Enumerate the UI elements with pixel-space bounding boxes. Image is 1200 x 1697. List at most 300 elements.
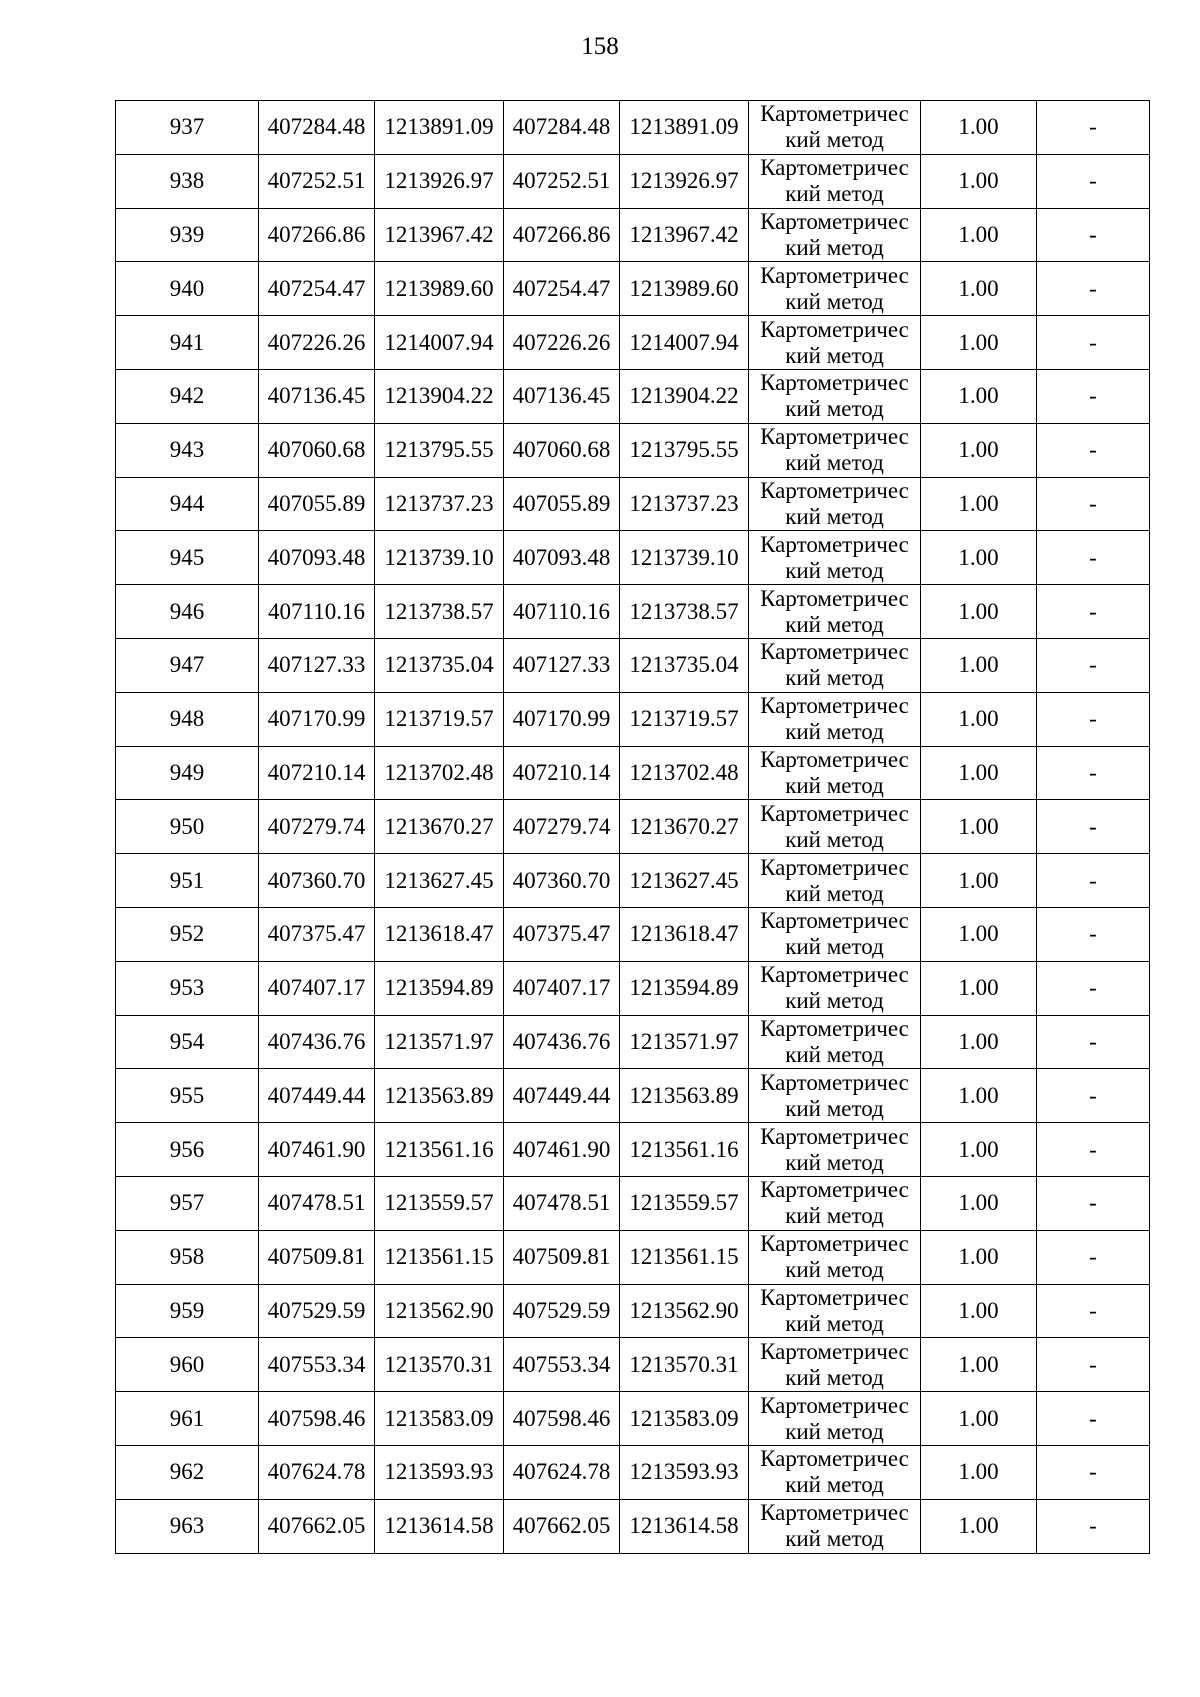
method-text-line: Картометричес [760, 639, 909, 665]
method-cell [749, 1069, 921, 1123]
y-coordinate-cell: 1213891.09 [375, 101, 504, 155]
method-cell [749, 154, 921, 208]
description-cell: - [1037, 746, 1150, 800]
method-text-line: кий метод [785, 1472, 884, 1498]
x-coordinate-cell: 407461.90 [259, 1123, 375, 1177]
x-coordinate-cell: 407266.86 [259, 208, 375, 262]
x-coordinate-cell: 407529.59 [504, 1284, 620, 1338]
method-text-line: кий метод [785, 1203, 884, 1229]
method-text-line: Картометричес [760, 854, 909, 880]
method-cell [749, 369, 921, 423]
method-text-line: кий метод [785, 1041, 884, 1067]
description-cell: - [1037, 101, 1150, 155]
method-text-line: кий метод [785, 127, 884, 153]
description-cell: - [1037, 208, 1150, 262]
description-cell: - [1037, 1284, 1150, 1338]
x-coordinate-cell: 407254.47 [259, 262, 375, 316]
description-cell: - [1037, 638, 1150, 692]
method-text-line: Картометричес [760, 1069, 909, 1095]
point-number-cell: 943 [116, 423, 259, 477]
y-coordinate-cell: 1213737.23 [620, 477, 749, 531]
y-coordinate-cell: 1213571.97 [620, 1015, 749, 1069]
method-cell [749, 262, 921, 316]
description-cell: - [1037, 1123, 1150, 1177]
table-row [116, 1015, 1150, 1069]
method-text-line: кий метод [785, 826, 884, 852]
method-cell [749, 1284, 921, 1338]
description-cell: - [1037, 477, 1150, 531]
method-text-line: Картометричес [760, 693, 909, 719]
x-coordinate-cell: 407436.76 [259, 1015, 375, 1069]
x-coordinate-cell: 407509.81 [504, 1230, 620, 1284]
accuracy-cell: 1.00 [921, 208, 1037, 262]
point-number-cell: 955 [116, 1069, 259, 1123]
table-row [116, 961, 1150, 1015]
point-number-cell: 951 [116, 854, 259, 908]
method-text-line: кий метод [785, 934, 884, 960]
x-coordinate-cell: 407407.17 [259, 961, 375, 1015]
method-text-line: кий метод [785, 1364, 884, 1390]
x-coordinate-cell: 407284.48 [259, 101, 375, 155]
accuracy-cell: 1.00 [921, 746, 1037, 800]
x-coordinate-cell: 407110.16 [504, 585, 620, 639]
method-cell [749, 1230, 921, 1284]
method-text-line: кий метод [785, 1149, 884, 1175]
table-row [116, 1499, 1150, 1553]
method-text-line: кий метод [785, 396, 884, 422]
method-text-line: Картометричес [760, 1015, 909, 1041]
method-text-line: Картометричес [760, 1446, 909, 1472]
y-coordinate-cell: 1213571.97 [375, 1015, 504, 1069]
x-coordinate-cell: 407060.68 [259, 423, 375, 477]
point-number-cell: 957 [116, 1176, 259, 1230]
method-text-line: Картометричес [760, 1338, 909, 1364]
x-coordinate-cell: 407375.47 [259, 907, 375, 961]
method-text-line: кий метод [785, 288, 884, 314]
method-text-line: кий метод [785, 988, 884, 1014]
x-coordinate-cell: 407093.48 [504, 531, 620, 585]
y-coordinate-cell: 1213594.89 [620, 961, 749, 1015]
y-coordinate-cell: 1213583.09 [375, 1392, 504, 1446]
x-coordinate-cell: 407407.17 [504, 961, 620, 1015]
y-coordinate-cell: 1213561.16 [620, 1123, 749, 1177]
description-cell: - [1037, 262, 1150, 316]
y-coordinate-cell: 1213719.57 [375, 692, 504, 746]
x-coordinate-cell: 407598.46 [259, 1392, 375, 1446]
method-text-line: кий метод [785, 665, 884, 691]
x-coordinate-cell: 407210.14 [259, 746, 375, 800]
point-number-cell: 938 [116, 154, 259, 208]
method-text-line: Картометричес [760, 746, 909, 772]
x-coordinate-cell: 407449.44 [504, 1069, 620, 1123]
method-text-line: Картометричес [760, 908, 909, 934]
method-text-line: Картометричес [760, 477, 909, 503]
method-text-line: кий метод [785, 1257, 884, 1283]
accuracy-cell: 1.00 [921, 477, 1037, 531]
point-number-cell: 950 [116, 800, 259, 854]
y-coordinate-cell: 1213989.60 [375, 262, 504, 316]
y-coordinate-cell: 1213795.55 [375, 423, 504, 477]
description-cell: - [1037, 1499, 1150, 1553]
y-coordinate-cell: 1213627.45 [375, 854, 504, 908]
y-coordinate-cell: 1213618.47 [375, 907, 504, 961]
method-text-line: кий метод [785, 1418, 884, 1444]
x-coordinate-cell: 407461.90 [504, 1123, 620, 1177]
point-number-cell: 944 [116, 477, 259, 531]
method-text-line: Картометричес [760, 101, 909, 127]
y-coordinate-cell: 1213562.90 [620, 1284, 749, 1338]
y-coordinate-cell: 1213738.57 [375, 585, 504, 639]
y-coordinate-cell: 1213561.16 [375, 1123, 504, 1177]
accuracy-cell: 1.00 [921, 1176, 1037, 1230]
method-text-line: кий метод [785, 342, 884, 368]
description-cell: - [1037, 316, 1150, 370]
method-cell [749, 907, 921, 961]
method-cell [749, 423, 921, 477]
y-coordinate-cell: 1213739.10 [375, 531, 504, 585]
method-text-line: Картометричес [760, 1284, 909, 1310]
y-coordinate-cell: 1213719.57 [620, 692, 749, 746]
table-row [116, 638, 1150, 692]
page-number: 158 [581, 33, 619, 60]
point-number-cell: 958 [116, 1230, 259, 1284]
table-row [116, 692, 1150, 746]
method-text-line: Картометричес [760, 1500, 909, 1526]
accuracy-cell: 1.00 [921, 692, 1037, 746]
table-row [116, 746, 1150, 800]
table-row [116, 1230, 1150, 1284]
x-coordinate-cell: 407060.68 [504, 423, 620, 477]
table-row [116, 1176, 1150, 1230]
y-coordinate-cell: 1213559.57 [375, 1176, 504, 1230]
point-number-cell: 949 [116, 746, 259, 800]
accuracy-cell: 1.00 [921, 1284, 1037, 1338]
point-number-cell: 942 [116, 369, 259, 423]
y-coordinate-cell: 1213795.55 [620, 423, 749, 477]
method-cell [749, 101, 921, 155]
method-cell [749, 800, 921, 854]
point-number-cell: 947 [116, 638, 259, 692]
table-row [116, 907, 1150, 961]
table-row [116, 585, 1150, 639]
table-row [116, 531, 1150, 585]
y-coordinate-cell: 1213561.15 [620, 1230, 749, 1284]
x-coordinate-cell: 407478.51 [259, 1176, 375, 1230]
method-text-line: Картометричес [760, 262, 909, 288]
method-text-line: Картометричес [760, 1231, 909, 1257]
y-coordinate-cell: 1214007.94 [375, 316, 504, 370]
x-coordinate-cell: 407279.74 [259, 800, 375, 854]
x-coordinate-cell: 407375.47 [504, 907, 620, 961]
y-coordinate-cell: 1213618.47 [620, 907, 749, 961]
method-text-line: Картометричес [760, 962, 909, 988]
method-text-line: Картометричес [760, 155, 909, 181]
x-coordinate-cell: 407529.59 [259, 1284, 375, 1338]
accuracy-cell: 1.00 [921, 1230, 1037, 1284]
description-cell: - [1037, 585, 1150, 639]
x-coordinate-cell: 407055.89 [504, 477, 620, 531]
table-row [116, 369, 1150, 423]
description-cell: - [1037, 1230, 1150, 1284]
x-coordinate-cell: 407252.51 [504, 154, 620, 208]
method-text-line: кий метод [785, 557, 884, 583]
method-cell [749, 746, 921, 800]
x-coordinate-cell: 407170.99 [259, 692, 375, 746]
method-text-line: кий метод [785, 234, 884, 260]
y-coordinate-cell: 1213561.15 [375, 1230, 504, 1284]
method-text-line: Картометричес [760, 1123, 909, 1149]
description-cell: - [1037, 1392, 1150, 1446]
accuracy-cell: 1.00 [921, 638, 1037, 692]
method-text-line: кий метод [785, 1526, 884, 1552]
accuracy-cell: 1.00 [921, 1123, 1037, 1177]
y-coordinate-cell: 1213738.57 [620, 585, 749, 639]
y-coordinate-cell: 1213562.90 [375, 1284, 504, 1338]
y-coordinate-cell: 1213989.60 [620, 262, 749, 316]
point-number-cell: 962 [116, 1445, 259, 1499]
coordinates-table-body [116, 101, 1150, 1554]
y-coordinate-cell: 1213570.31 [375, 1338, 504, 1392]
method-text-line: Картометричес [760, 208, 909, 234]
y-coordinate-cell: 1213563.89 [375, 1069, 504, 1123]
point-number-cell: 954 [116, 1015, 259, 1069]
x-coordinate-cell: 407436.76 [504, 1015, 620, 1069]
x-coordinate-cell: 407266.86 [504, 208, 620, 262]
point-number-cell: 940 [116, 262, 259, 316]
accuracy-cell: 1.00 [921, 154, 1037, 208]
method-cell [749, 585, 921, 639]
point-number-cell: 945 [116, 531, 259, 585]
x-coordinate-cell: 407210.14 [504, 746, 620, 800]
accuracy-cell: 1.00 [921, 1338, 1037, 1392]
method-cell [749, 692, 921, 746]
description-cell: - [1037, 692, 1150, 746]
y-coordinate-cell: 1213904.22 [375, 369, 504, 423]
accuracy-cell: 1.00 [921, 101, 1037, 155]
table-row [116, 316, 1150, 370]
table-row [116, 800, 1150, 854]
table-row [116, 1123, 1150, 1177]
description-cell: - [1037, 800, 1150, 854]
method-cell [749, 1176, 921, 1230]
method-cell [749, 1392, 921, 1446]
point-number-cell: 953 [116, 961, 259, 1015]
point-number-cell: 948 [116, 692, 259, 746]
point-number-cell: 939 [116, 208, 259, 262]
x-coordinate-cell: 407127.33 [259, 638, 375, 692]
table-row [116, 423, 1150, 477]
table-row [116, 208, 1150, 262]
y-coordinate-cell: 1213926.97 [375, 154, 504, 208]
description-cell: - [1037, 907, 1150, 961]
accuracy-cell: 1.00 [921, 1392, 1037, 1446]
description-cell: - [1037, 854, 1150, 908]
table-row [116, 101, 1150, 155]
description-cell: - [1037, 531, 1150, 585]
y-coordinate-cell: 1213593.93 [620, 1445, 749, 1499]
y-coordinate-cell: 1213627.45 [620, 854, 749, 908]
x-coordinate-cell: 407598.46 [504, 1392, 620, 1446]
accuracy-cell: 1.00 [921, 854, 1037, 908]
description-cell: - [1037, 423, 1150, 477]
point-number-cell: 946 [116, 585, 259, 639]
method-cell [749, 638, 921, 692]
accuracy-cell: 1.00 [921, 1499, 1037, 1553]
method-text-line: Картометричес [760, 531, 909, 557]
x-coordinate-cell: 407624.78 [259, 1445, 375, 1499]
point-number-cell: 963 [116, 1499, 259, 1553]
x-coordinate-cell: 407360.70 [504, 854, 620, 908]
x-coordinate-cell: 407509.81 [259, 1230, 375, 1284]
table-row [116, 1392, 1150, 1446]
table-row [116, 1338, 1150, 1392]
method-text-line: кий метод [785, 772, 884, 798]
x-coordinate-cell: 407136.45 [504, 369, 620, 423]
point-number-cell: 937 [116, 101, 259, 155]
accuracy-cell: 1.00 [921, 1445, 1037, 1499]
table-row [116, 154, 1150, 208]
y-coordinate-cell: 1213739.10 [620, 531, 749, 585]
method-cell [749, 854, 921, 908]
y-coordinate-cell: 1213702.48 [375, 746, 504, 800]
method-cell [749, 477, 921, 531]
table-row [116, 1069, 1150, 1123]
accuracy-cell: 1.00 [921, 262, 1037, 316]
method-text-line: Картометричес [760, 1392, 909, 1418]
x-coordinate-cell: 407170.99 [504, 692, 620, 746]
x-coordinate-cell: 407127.33 [504, 638, 620, 692]
y-coordinate-cell: 1213593.93 [375, 1445, 504, 1499]
y-coordinate-cell: 1213735.04 [375, 638, 504, 692]
method-text-line: Картометричес [760, 370, 909, 396]
description-cell: - [1037, 1338, 1150, 1392]
method-text-line: Картометричес [760, 1177, 909, 1203]
method-cell [749, 1499, 921, 1553]
x-coordinate-cell: 407553.34 [504, 1338, 620, 1392]
x-coordinate-cell: 407136.45 [259, 369, 375, 423]
y-coordinate-cell: 1213737.23 [375, 477, 504, 531]
y-coordinate-cell: 1213735.04 [620, 638, 749, 692]
accuracy-cell: 1.00 [921, 907, 1037, 961]
description-cell: - [1037, 961, 1150, 1015]
method-text-line: Картометричес [760, 316, 909, 342]
y-coordinate-cell: 1213559.57 [620, 1176, 749, 1230]
method-text-line: кий метод [785, 181, 884, 207]
point-number-cell: 941 [116, 316, 259, 370]
description-cell: - [1037, 1015, 1150, 1069]
method-cell [749, 531, 921, 585]
x-coordinate-cell: 407055.89 [259, 477, 375, 531]
y-coordinate-cell: 1213670.27 [620, 800, 749, 854]
point-number-cell: 952 [116, 907, 259, 961]
x-coordinate-cell: 407662.05 [504, 1499, 620, 1553]
y-coordinate-cell: 1213614.58 [620, 1499, 749, 1553]
y-coordinate-cell: 1214007.94 [620, 316, 749, 370]
x-coordinate-cell: 407254.47 [504, 262, 620, 316]
x-coordinate-cell: 407284.48 [504, 101, 620, 155]
table-row [116, 262, 1150, 316]
y-coordinate-cell: 1213926.97 [620, 154, 749, 208]
x-coordinate-cell: 407110.16 [259, 585, 375, 639]
accuracy-cell: 1.00 [921, 961, 1037, 1015]
method-cell [749, 961, 921, 1015]
method-cell [749, 208, 921, 262]
description-cell: - [1037, 1445, 1150, 1499]
description-cell: - [1037, 1069, 1150, 1123]
y-coordinate-cell: 1213563.89 [620, 1069, 749, 1123]
y-coordinate-cell: 1213967.42 [620, 208, 749, 262]
accuracy-cell: 1.00 [921, 531, 1037, 585]
point-number-cell: 956 [116, 1123, 259, 1177]
accuracy-cell: 1.00 [921, 423, 1037, 477]
accuracy-cell: 1.00 [921, 316, 1037, 370]
accuracy-cell: 1.00 [921, 1069, 1037, 1123]
method-text-line: Картометричес [760, 424, 909, 450]
description-cell: - [1037, 1176, 1150, 1230]
y-coordinate-cell: 1213594.89 [375, 961, 504, 1015]
x-coordinate-cell: 407478.51 [504, 1176, 620, 1230]
method-text-line: Картометричес [760, 585, 909, 611]
x-coordinate-cell: 407252.51 [259, 154, 375, 208]
method-text-line: кий метод [785, 503, 884, 529]
method-text-line: кий метод [785, 880, 884, 906]
y-coordinate-cell: 1213967.42 [375, 208, 504, 262]
x-coordinate-cell: 407226.26 [259, 316, 375, 370]
method-text-line: кий метод [785, 1095, 884, 1121]
method-cell [749, 1338, 921, 1392]
y-coordinate-cell: 1213614.58 [375, 1499, 504, 1553]
x-coordinate-cell: 407093.48 [259, 531, 375, 585]
accuracy-cell: 1.00 [921, 369, 1037, 423]
method-text-line: кий метод [785, 611, 884, 637]
description-cell: - [1037, 154, 1150, 208]
y-coordinate-cell: 1213583.09 [620, 1392, 749, 1446]
accuracy-cell: 1.00 [921, 1015, 1037, 1069]
method-text-line: Картометричес [760, 800, 909, 826]
x-coordinate-cell: 407553.34 [259, 1338, 375, 1392]
method-cell [749, 1445, 921, 1499]
x-coordinate-cell: 407449.44 [259, 1069, 375, 1123]
table-row [116, 854, 1150, 908]
point-number-cell: 960 [116, 1338, 259, 1392]
x-coordinate-cell: 407360.70 [259, 854, 375, 908]
table-row [116, 1284, 1150, 1338]
x-coordinate-cell: 407662.05 [259, 1499, 375, 1553]
point-number-cell: 959 [116, 1284, 259, 1338]
method-text-line: кий метод [785, 1310, 884, 1336]
y-coordinate-cell: 1213670.27 [375, 800, 504, 854]
method-text-line: кий метод [785, 719, 884, 745]
y-coordinate-cell: 1213702.48 [620, 746, 749, 800]
y-coordinate-cell: 1213570.31 [620, 1338, 749, 1392]
method-cell [749, 1123, 921, 1177]
y-coordinate-cell: 1213891.09 [620, 101, 749, 155]
accuracy-cell: 1.00 [921, 585, 1037, 639]
y-coordinate-cell: 1213904.22 [620, 369, 749, 423]
accuracy-cell: 1.00 [921, 800, 1037, 854]
method-cell [749, 1015, 921, 1069]
method-cell [749, 316, 921, 370]
table-row [116, 1445, 1150, 1499]
table-row [116, 477, 1150, 531]
x-coordinate-cell: 407624.78 [504, 1445, 620, 1499]
x-coordinate-cell: 407226.26 [504, 316, 620, 370]
x-coordinate-cell: 407279.74 [504, 800, 620, 854]
coordinates-table [115, 100, 1150, 1554]
method-text-line: кий метод [785, 450, 884, 476]
description-cell: - [1037, 369, 1150, 423]
point-number-cell: 961 [116, 1392, 259, 1446]
